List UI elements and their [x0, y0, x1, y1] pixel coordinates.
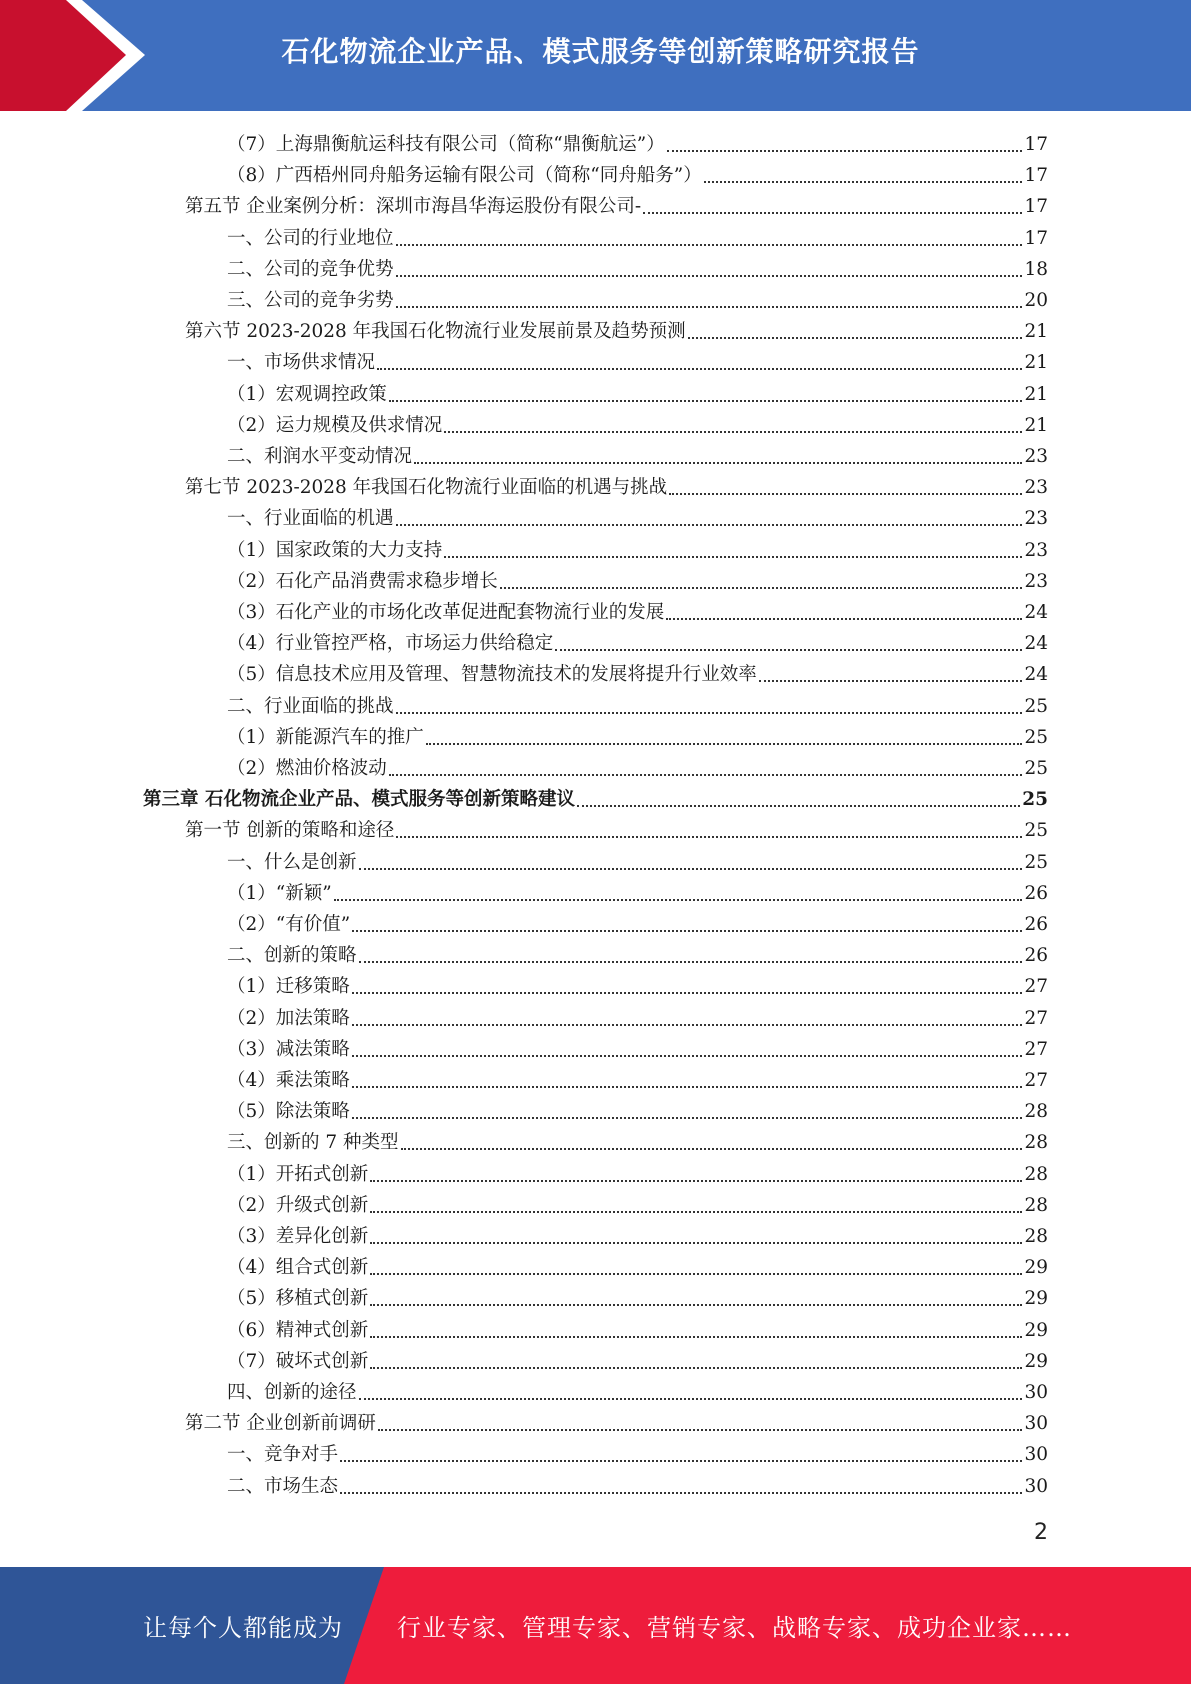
toc-entry-title: （3）差异化创新 — [227, 1226, 369, 1247]
toc-leader-dots — [370, 1180, 1022, 1182]
toc-entry-page: 28 — [1024, 1132, 1048, 1154]
toc-leader-dots — [667, 150, 1023, 152]
toc-entry-page: 23 — [1024, 446, 1048, 467]
toc-leader-dots — [359, 961, 1023, 963]
toc-leader-dots — [352, 1055, 1023, 1057]
toc-entry[interactable] — [227, 500, 1048, 531]
toc-leader-dots — [688, 337, 1023, 339]
toc-entry-page: 29 — [1024, 1257, 1048, 1279]
toc-entry-title: 二、公司的竞争优势 — [227, 258, 394, 280]
toc-entry-page: 28 — [1024, 1194, 1048, 1216]
toc-leader-dots — [414, 462, 1022, 464]
toc-leader-dots — [704, 181, 1023, 183]
toc-entry-title: （7）破坏式创新 — [227, 1350, 369, 1372]
toc-entry-title: （2）升级式创新 — [227, 1194, 369, 1216]
toc-entry-page: 20 — [1024, 290, 1048, 311]
toc-leader-dots — [389, 400, 1023, 402]
toc-entry-title: 二、行业面临的挑战 — [227, 695, 394, 717]
toc-entry[interactable] — [185, 469, 1048, 500]
toc-entry-title: 一、行业面临的机遇 — [227, 508, 394, 530]
toc-entry-title: 一、什么是创新 — [227, 851, 357, 873]
toc-entry[interactable] — [227, 688, 1048, 719]
toc-entry-title: 一、竞争对手 — [227, 1444, 339, 1466]
header-arrow-decoration — [0, 0, 145, 111]
toc-entry[interactable] — [227, 1000, 1048, 1031]
toc-leader-dots — [352, 930, 1022, 932]
toc-leader-dots — [370, 1242, 1022, 1244]
toc-entry-title: （4）乘法策略 — [227, 1070, 350, 1091]
toc-entry-title: （2）加法策略 — [227, 1007, 350, 1029]
toc-entry-page: 26 — [1024, 882, 1048, 904]
toc-entry[interactable] — [227, 251, 1048, 282]
footer-band — [0, 1567, 1191, 1684]
toc-entry-title: 第三章 石化物流企业产品、模式服务等创新策略建议 — [143, 789, 575, 811]
toc-entry[interactable] — [227, 1343, 1048, 1374]
toc-entry[interactable] — [185, 313, 1048, 344]
toc-entry[interactable] — [227, 1312, 1048, 1343]
toc-entry-title: （1）国家政策的大力支持 — [227, 539, 443, 561]
toc-entry[interactable] — [227, 532, 1048, 563]
toc-entry[interactable] — [227, 1062, 1048, 1093]
footer-slogan-right: 行业专家、管理专家、营销专家、战略专家、成功企业家…… — [397, 1614, 1072, 1642]
toc-entry-page: 25 — [1022, 789, 1048, 811]
toc-entry-title: （3）减法策略 — [227, 1038, 350, 1060]
toc-entry[interactable] — [227, 937, 1048, 968]
toc-entry-title: 四、创新的途径 — [227, 1382, 357, 1403]
toc-leader-dots — [370, 1367, 1022, 1369]
toc-entry-title: 一、市场供求情况 — [227, 352, 376, 374]
toc-leader-dots — [500, 587, 1023, 589]
toc-entry-title: 一、公司的行业地位 — [227, 227, 394, 249]
toc-entry-title: （5）除法策略 — [227, 1101, 350, 1123]
toc-entry-title: （1）宏观调控政策 — [227, 383, 387, 405]
toc-entry[interactable] — [227, 438, 1048, 469]
toc-entry[interactable] — [227, 563, 1048, 594]
toc-entry-page: 24 — [1024, 602, 1048, 623]
toc-entry-page: 28 — [1024, 1101, 1048, 1123]
toc-entry-page: 17 — [1024, 227, 1048, 249]
toc-entry-title: 二、利润水平变动情况 — [227, 446, 413, 467]
toc-leader-dots — [396, 244, 1023, 246]
toc-entry-page: 17 — [1024, 134, 1048, 155]
toc-leader-dots — [759, 680, 1023, 682]
toc-entry-title: （1）迁移策略 — [227, 976, 350, 998]
toc-entry-title: （2）石化产品消费需求稳步增长 — [227, 570, 498, 592]
toc-entry-title: 第七节 2023-2028 年我国石化物流行业面临的机遇与挑战 — [185, 477, 668, 499]
toc-leader-dots — [396, 836, 1022, 838]
toc-entry-page: 23 — [1024, 570, 1048, 592]
toc-entry-title: （2）运力规模及供求情况 — [227, 414, 443, 436]
toc-leader-dots — [669, 493, 1022, 495]
toc-entry[interactable] — [185, 812, 1048, 843]
toc-leader-dots — [340, 1492, 1022, 1494]
toc-entry[interactable] — [227, 1187, 1048, 1218]
toc-entry[interactable] — [227, 875, 1048, 906]
toc-entry-page: 18 — [1024, 258, 1048, 280]
toc-entry-title: （5）信息技术应用及管理、智慧物流技术的发展将提升行业效率 — [227, 664, 757, 686]
toc-entry[interactable] — [227, 844, 1048, 875]
toc-entry[interactable] — [227, 407, 1048, 438]
toc-leader-dots — [359, 868, 1023, 870]
toc-leader-dots — [426, 743, 1023, 745]
toc-entry-page: 27 — [1024, 976, 1048, 998]
toc-entry-page: 25 — [1024, 851, 1048, 873]
toc-leader-dots — [444, 556, 1022, 558]
toc-leader-dots — [359, 1398, 1023, 1400]
toc-entry[interactable] — [227, 157, 1048, 188]
toc-entry-page: 29 — [1024, 1319, 1048, 1341]
page-number: 2 — [1034, 1520, 1048, 1545]
toc-entry-page: 21 — [1024, 321, 1048, 343]
toc-entry[interactable] — [227, 594, 1048, 625]
toc-entry[interactable] — [227, 1093, 1048, 1124]
toc-entry-page: 27 — [1024, 1070, 1048, 1091]
toc-leader-dots — [396, 712, 1023, 714]
toc-leader-dots — [370, 1336, 1022, 1338]
toc-entry-title: （4）行业管控严格，市场运力供给稳定 — [227, 633, 554, 655]
toc-leader-dots — [444, 431, 1022, 433]
toc-entry[interactable] — [227, 719, 1048, 750]
toc-entry-page: 28 — [1024, 1163, 1048, 1185]
toc-entry-page: 26 — [1024, 914, 1048, 935]
toc-entry[interactable] — [227, 1124, 1048, 1155]
toc-entry[interactable] — [227, 1280, 1048, 1311]
footer-slogan-left: 让每个人都能成为 — [143, 1614, 343, 1642]
toc-entry-page: 25 — [1024, 820, 1048, 842]
toc-entry-title: （1）“新颖” — [227, 882, 332, 904]
toc-leader-dots — [370, 1211, 1022, 1213]
header-band — [0, 0, 1191, 111]
toc-entry-title: 二、市场生态 — [227, 1475, 339, 1497]
toc-entry-title: 第六节 2023-2028 年我国石化物流行业发展前景及趋势预测 — [185, 321, 686, 343]
toc-entry-title: （4）组合式创新 — [227, 1257, 369, 1279]
toc-entry-page: 28 — [1024, 1226, 1048, 1247]
toc-leader-dots — [396, 306, 1023, 308]
toc-entry-title: 第一节 创新的策略和途径 — [185, 820, 395, 842]
toc-entry-page: 25 — [1024, 758, 1048, 779]
toc-entry-title: 二、创新的策略 — [227, 945, 357, 967]
toc-entry-title: 三、创新的 7 种类型 — [227, 1132, 399, 1154]
toc-entry[interactable] — [227, 1374, 1048, 1405]
toc-entry[interactable] — [227, 344, 1048, 375]
toc-entry[interactable] — [143, 781, 1048, 812]
toc-entry-page: 30 — [1024, 1413, 1048, 1435]
toc-leader-dots — [340, 1460, 1022, 1462]
report-title: 石化物流企业产品、模式服务等创新策略研究报告 — [281, 35, 920, 68]
toc-entry-page: 23 — [1024, 508, 1048, 530]
toc-entry-page: 29 — [1024, 1288, 1048, 1310]
toc-entry[interactable] — [227, 1249, 1048, 1280]
toc-entry-page: 30 — [1024, 1382, 1048, 1403]
toc-entry-page: 27 — [1024, 1007, 1048, 1029]
toc-leader-dots — [352, 1024, 1023, 1026]
toc-entry[interactable] — [185, 1405, 1048, 1436]
toc-leader-dots — [555, 649, 1022, 651]
toc-entry-title: （2）燃油价格波动 — [227, 758, 387, 779]
toc-entry[interactable] — [227, 1156, 1048, 1187]
toc-entry-page: 21 — [1024, 352, 1048, 374]
toc-entry-title: 第五节 企业案例分析：深圳市海昌华海运股份有限公司- — [185, 196, 642, 218]
toc-entry-title: （3）石化产业的市场化改革促进配套物流行业的发展 — [227, 602, 665, 623]
toc-entry[interactable] — [227, 126, 1048, 157]
toc-entry-page: 30 — [1024, 1475, 1048, 1497]
toc-leader-dots — [643, 212, 1022, 214]
toc-entry-title: 第二节 企业创新前调研 — [185, 1413, 376, 1435]
toc-entry[interactable] — [227, 750, 1048, 781]
toc-entry-title: （1）开拓式创新 — [227, 1163, 369, 1185]
toc-entry[interactable] — [227, 906, 1048, 937]
toc-leader-dots — [352, 992, 1023, 994]
toc-entry[interactable] — [227, 1031, 1048, 1062]
toc-entry-title: （2）“有价值” — [227, 914, 351, 935]
toc-leader-dots — [377, 368, 1022, 370]
toc-entry-title: （7）上海鼎衡航运科技有限公司（简称“鼎衡航运”） — [227, 134, 665, 155]
toc-entry[interactable] — [227, 968, 1048, 999]
toc-entry-page: 23 — [1024, 477, 1048, 499]
toc-leader-dots — [577, 805, 1020, 807]
toc-entry-page: 24 — [1024, 633, 1048, 655]
toc-leader-dots — [389, 774, 1023, 776]
toc-entry[interactable] — [227, 1468, 1048, 1499]
toc-entry-page: 25 — [1024, 695, 1048, 717]
toc-leader-dots — [666, 618, 1022, 620]
toc-leader-dots — [396, 524, 1023, 526]
toc-leader-dots — [334, 899, 1023, 901]
toc-entry-page: 26 — [1024, 945, 1048, 967]
toc-leader-dots — [401, 1148, 1023, 1150]
toc-entry[interactable] — [227, 282, 1048, 313]
toc-leader-dots — [370, 1273, 1022, 1275]
toc-entry[interactable] — [227, 656, 1048, 687]
toc-leader-dots — [352, 1117, 1023, 1119]
toc-entry-page: 17 — [1024, 196, 1048, 218]
toc-entry[interactable] — [227, 1436, 1048, 1467]
toc-entry-title: （5）移植式创新 — [227, 1288, 369, 1310]
toc-entry-page: 25 — [1024, 726, 1048, 748]
toc-entry-page: 30 — [1024, 1444, 1048, 1466]
toc-entry-page: 23 — [1024, 539, 1048, 561]
toc-leader-dots — [370, 1304, 1022, 1306]
toc-entry-page: 29 — [1024, 1350, 1048, 1372]
toc-entry-title: （1）新能源汽车的推广 — [227, 726, 424, 748]
toc-entry[interactable] — [227, 220, 1048, 251]
toc-entry[interactable] — [227, 376, 1048, 407]
toc-entry-page: 21 — [1024, 383, 1048, 405]
toc-leader-dots — [378, 1429, 1023, 1431]
toc-entry-page: 21 — [1024, 414, 1048, 436]
toc-entry[interactable] — [227, 625, 1048, 656]
toc-leader-dots — [396, 275, 1023, 277]
toc-entry-title: （6）精神式创新 — [227, 1319, 369, 1341]
toc-entry-page: 24 — [1024, 664, 1048, 686]
toc-entry-title: （8）广西梧州同舟船务运输有限公司（简称“同舟船务”） — [227, 165, 702, 187]
toc-entry-title: 三、公司的竞争劣势 — [227, 290, 394, 311]
toc-entry-page: 17 — [1024, 165, 1048, 187]
toc-leader-dots — [352, 1086, 1023, 1088]
toc-entry[interactable] — [185, 188, 1048, 219]
toc-entry[interactable] — [227, 1218, 1048, 1249]
toc-entry-page: 27 — [1024, 1038, 1048, 1060]
